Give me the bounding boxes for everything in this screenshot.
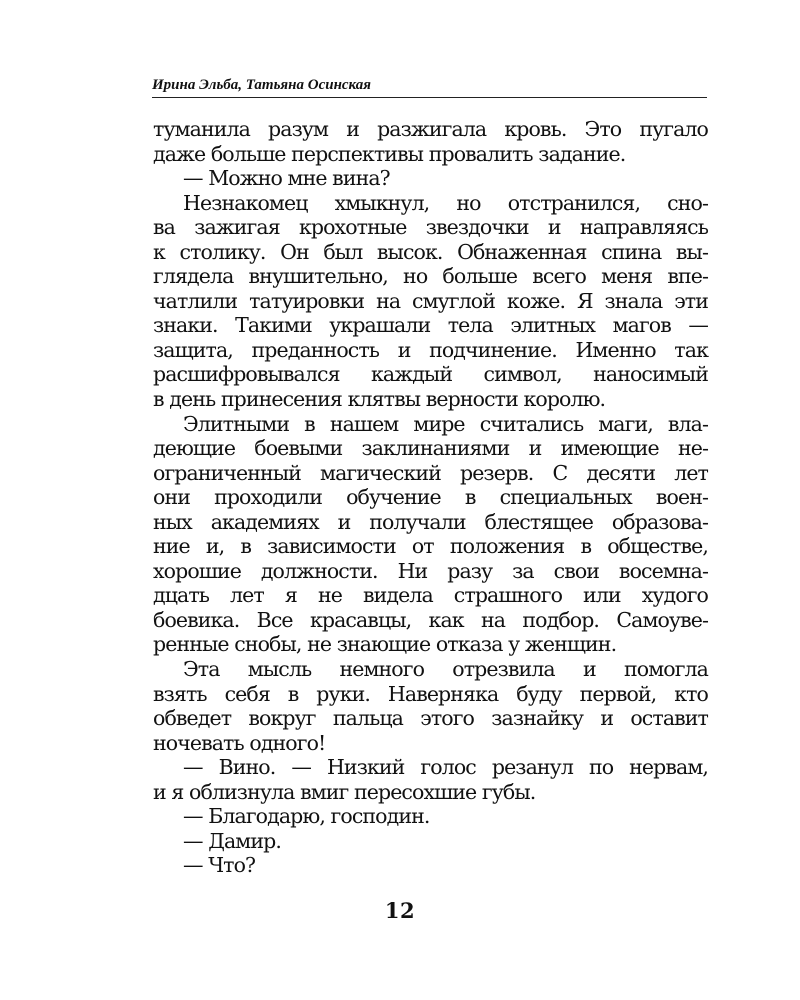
text-line: расшифровывался каждый символ, наносимый — [153, 362, 708, 387]
text-line: они проходили обучение в специальных воен- — [153, 485, 708, 510]
body-text — [153, 117, 708, 878]
text-line: взять себя в руки. Наверняка буду первой, кто — [153, 681, 708, 706]
text-line: чатлили татуировки на смуглой коже. Я знала эти — [153, 288, 708, 313]
text-line: ние и, в зависимости от положения в обществе, — [153, 534, 708, 559]
text-line: дцать лет я не видела страшного или худого — [153, 583, 708, 608]
text-line: Незнакомец хмыкнул, но отстранился, сно- — [183, 190, 708, 215]
running-head: Ирина Эльба, Татьяна Осинская — [152, 77, 372, 93]
text-line: Элитными в нашем мире считались маги, вла- — [183, 411, 708, 436]
text-line: ных академиях и получали блестящее образова- — [153, 509, 708, 534]
text-line: знаки. Такими украшали тела элитных магов — — [153, 313, 708, 338]
text-line: хорошие должности. Ни разу за свои восемна- — [153, 558, 708, 583]
text-line: — Благодарю, господин. — [183, 804, 430, 829]
text-line: — Вино. — Низкий голос резанул по нервам, — [183, 755, 708, 780]
text-line: к столику. Он был высок. Обнаженная спина вы- — [153, 239, 708, 264]
text-line: глядела внушительно, но больше всего меня впе- — [153, 264, 708, 289]
text-line: туманила разум и разжигала кровь. Это пугало — [153, 117, 708, 141]
text-line: — Что? — [183, 853, 256, 878]
text-line: обведет вокруг пальца этого зазнайку и оставит — [153, 706, 708, 731]
text-line: — Можно мне вина? — [183, 166, 390, 191]
text-line: ва зажигая крохотные звездочки и направляясь — [153, 215, 708, 240]
text-line: защита, преданность и подчинение. Именно так — [153, 337, 708, 362]
text-line: ренные снобы, не знающие отказа у женщин. — [153, 632, 617, 657]
page-number: 12 — [384, 898, 416, 923]
text-line: и я облизнула вмиг пересохшие губы. — [153, 779, 536, 804]
text-line: Эта мысль немного отрезвила и помогла — [183, 657, 708, 682]
text-line: даже больше перспективы провалить задание. — [153, 141, 626, 166]
text-line: ограниченный магический резерв. С десяти лет — [153, 460, 708, 485]
text-line: ночевать одного! — [153, 730, 326, 755]
text-line: боевика. Все красавцы, как на подбор. Самоуве- — [153, 607, 708, 632]
text-line: — Дамир. — [183, 828, 281, 853]
text-line: деющие боевыми заклинаниями и имеющие не- — [153, 436, 708, 461]
header-rule — [152, 97, 707, 98]
text-line: в день принесения клятвы верности королю. — [153, 387, 606, 412]
